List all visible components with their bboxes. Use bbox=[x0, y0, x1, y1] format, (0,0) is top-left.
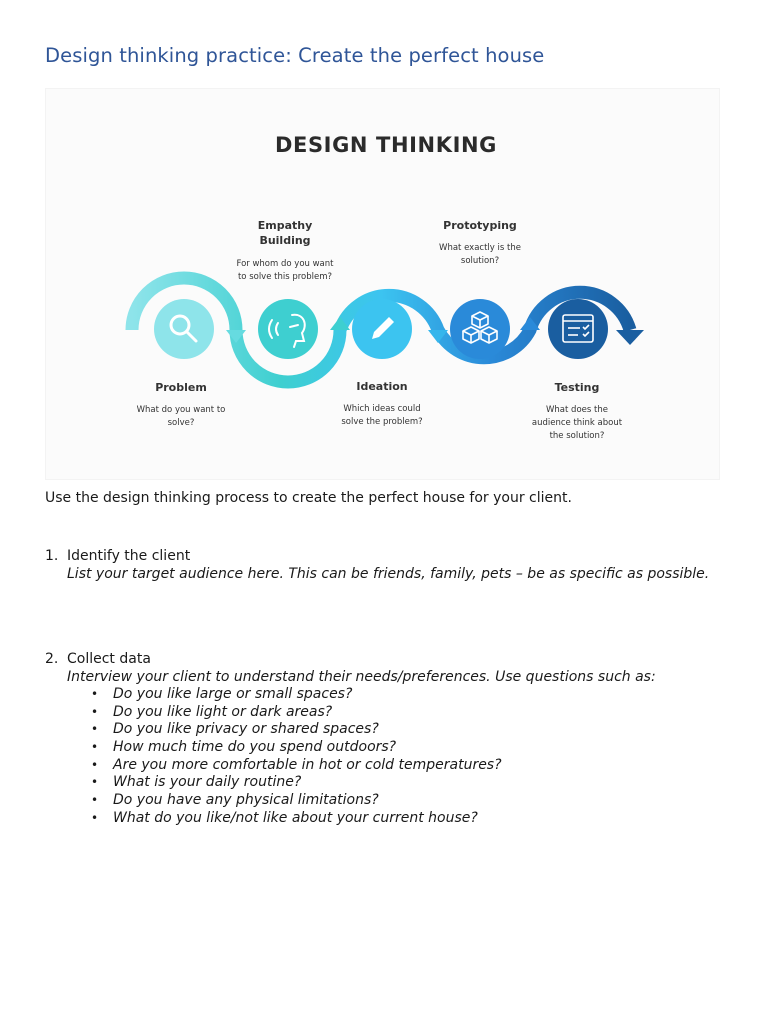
stage-desc-problem-1: What do you want to bbox=[136, 405, 226, 415]
testing-circle bbox=[548, 299, 608, 359]
bullet: • bbox=[91, 775, 99, 790]
bullet: • bbox=[91, 740, 99, 755]
empathy-circle bbox=[258, 299, 318, 359]
stage-label-testing: Testing bbox=[554, 381, 600, 394]
step-heading: Identify the client bbox=[67, 548, 191, 564]
stage-label-prototyping: Prototyping bbox=[443, 219, 517, 232]
step-description: Interview your client to understand their needs/preferences. Use questions such as: bbox=[67, 669, 656, 685]
stage-label-problem: Problem bbox=[155, 381, 207, 394]
problem-circle bbox=[154, 299, 214, 359]
stage-desc-testing-2: audience think about bbox=[531, 418, 623, 428]
stage-desc-ideation-2: solve the problem? bbox=[341, 417, 423, 427]
stage-desc-prototyping-1: What exactly is the bbox=[439, 243, 521, 253]
diagram-heading: DESIGN THINKING bbox=[274, 133, 498, 157]
design-thinking-diagram bbox=[46, 89, 721, 481]
prototyping-circle bbox=[450, 299, 510, 359]
bullet: • bbox=[91, 687, 99, 701]
bullet: • bbox=[91, 793, 99, 808]
page-title: Design thinking practice: Create the perfect house bbox=[45, 44, 545, 67]
stage-desc-prototyping-2: solution? bbox=[460, 256, 500, 266]
stage-desc-empathy-1: For whom do you want bbox=[236, 259, 334, 269]
stage-label-empathy-1: Empathy bbox=[257, 219, 313, 232]
bullet: • bbox=[91, 810, 99, 825]
question-text: How much time do you spend outdoors? bbox=[113, 739, 397, 756]
flow-arrow-end bbox=[616, 330, 644, 345]
stage-desc-empathy-2: to solve this problem? bbox=[237, 272, 333, 282]
question-text: Do you like privacy or shared spaces? bbox=[113, 721, 379, 738]
design-thinking-figure bbox=[45, 88, 720, 480]
stage-desc-ideation-1: Which ideas could bbox=[343, 404, 421, 414]
question-text: Are you more comfortable in hot or cold temperatures? bbox=[113, 756, 502, 773]
question-text: Do you have any physical limitations? bbox=[113, 792, 379, 809]
step-description: List your target audience here. This can be friends, family, pets – be as specific as possible. bbox=[67, 566, 710, 582]
stage-desc-testing-3: the solution? bbox=[549, 431, 605, 441]
bullet: • bbox=[91, 704, 99, 719]
stage-desc-problem-2: solve? bbox=[167, 418, 195, 428]
question-text: What do you like/not like about your current house? bbox=[113, 809, 478, 826]
question-text: Do you like light or dark areas? bbox=[113, 703, 333, 720]
intro-paragraph: Use the design thinking process to create the perfect house for your client. bbox=[45, 490, 572, 506]
step-heading: Collect data bbox=[67, 651, 151, 667]
stage-label-ideation: Ideation bbox=[356, 380, 408, 393]
bullet: • bbox=[91, 757, 99, 772]
step-number: 1. bbox=[45, 548, 59, 564]
stage-desc-testing-1: What does the bbox=[546, 405, 608, 415]
question-text: Do you like large or small spaces? bbox=[113, 686, 353, 702]
stage-label-empathy-2: Building bbox=[259, 234, 311, 247]
question-text: What is your daily routine? bbox=[113, 774, 302, 791]
step-number: 2. bbox=[45, 651, 59, 667]
bullet: • bbox=[91, 722, 99, 737]
